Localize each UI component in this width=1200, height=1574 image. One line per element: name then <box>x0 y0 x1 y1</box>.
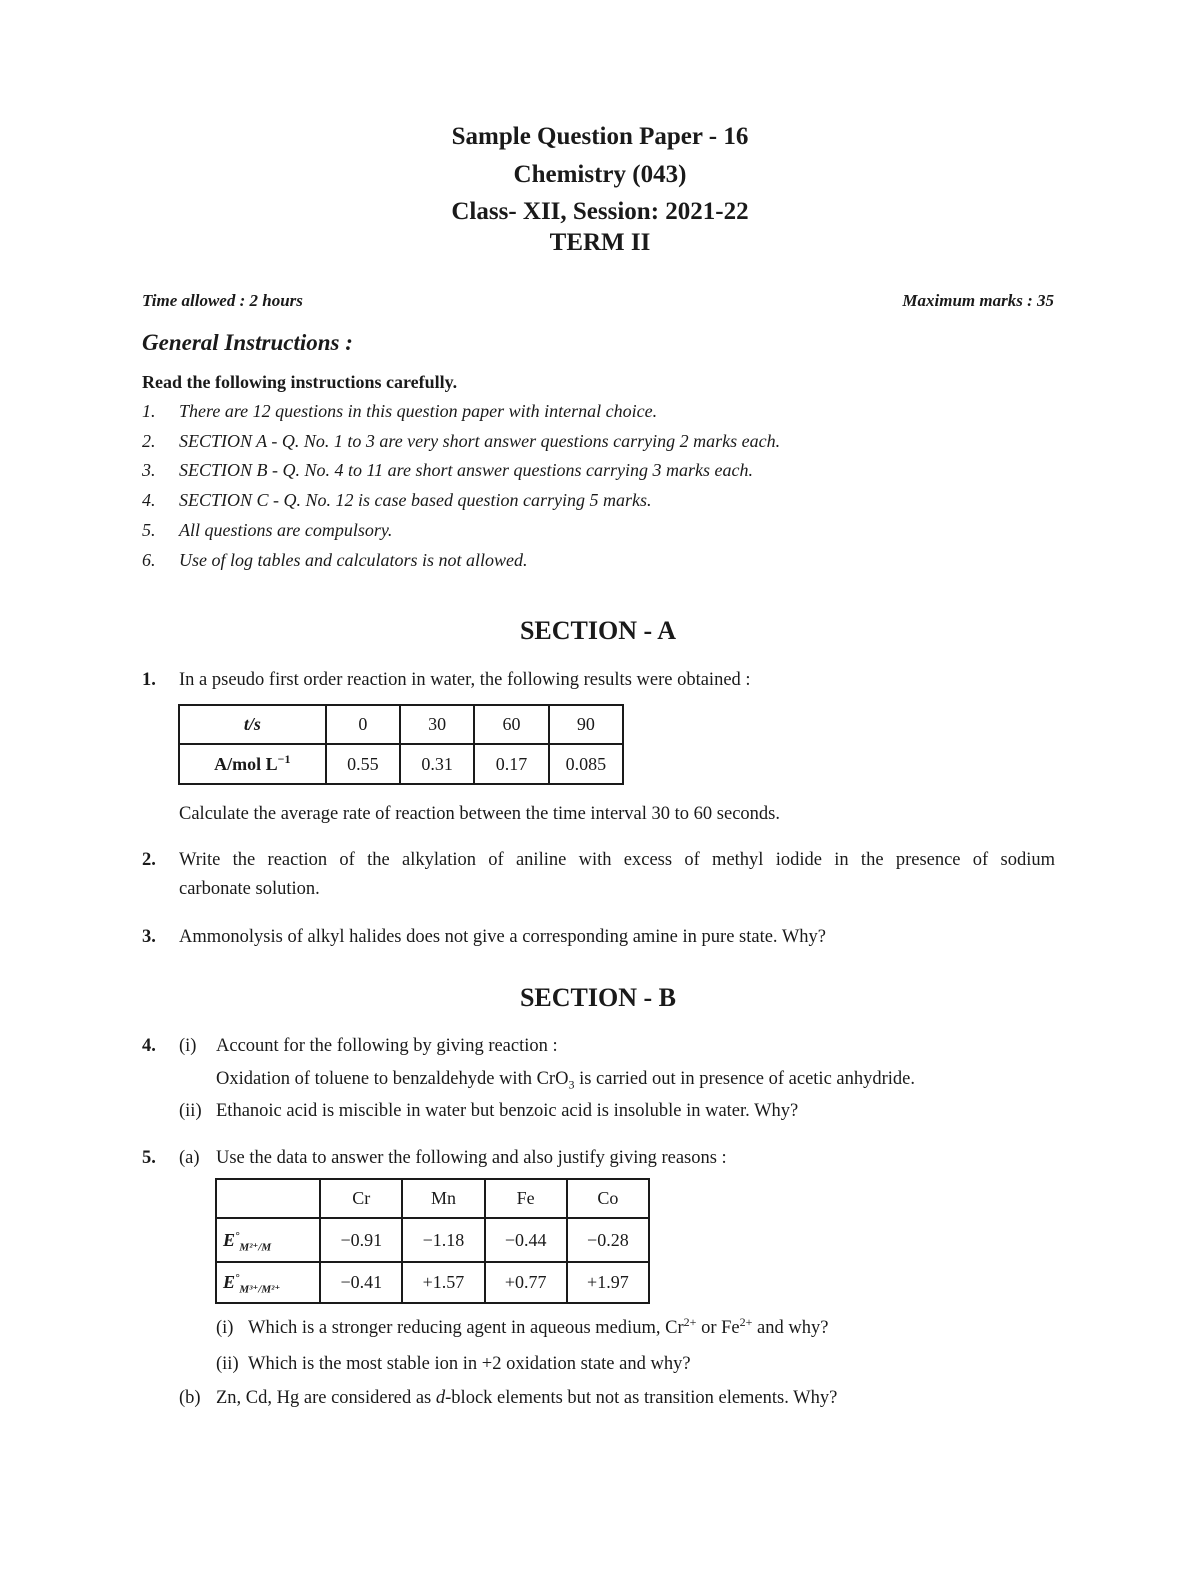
subpart-label: (i) <box>216 1318 234 1338</box>
maximum-marks: Maximum marks : 35 <box>902 291 1054 310</box>
table-row <box>216 1218 649 1262</box>
question-text: Write the reaction of the alkylation of aniline with excess of methyl iodide in the presence of sodium <box>179 850 1055 870</box>
table-cell: +1.57 <box>402 1262 484 1303</box>
table-cell: 30 <box>400 705 474 744</box>
superscript: 2+ <box>739 1314 753 1329</box>
instruction-number: 6. <box>142 550 156 570</box>
table-row <box>216 1179 649 1218</box>
superscript: 2+ <box>683 1314 697 1329</box>
table-cell: −0.44 <box>485 1218 567 1262</box>
table-cell <box>216 1179 320 1218</box>
row-label-exponent: −1 <box>277 751 291 766</box>
question-text-continued <box>216 1069 915 1090</box>
question-number: 2. <box>142 850 156 870</box>
electrode-potential-symbol <box>223 1229 272 1254</box>
table-cell <box>179 744 326 784</box>
question-text: Account for the following by giving reaction : <box>216 1036 558 1056</box>
table-cell: 0.17 <box>474 744 548 784</box>
text-part: Zn, Cd, Hg are considered as <box>216 1388 436 1408</box>
symbol-couple: M³⁺/M²⁺ <box>239 1283 281 1296</box>
text-part: and why? <box>752 1318 829 1338</box>
table-cell: Cr <box>320 1179 402 1218</box>
question-text: Use the data to answer the following and also justify giving reasons : <box>216 1148 727 1168</box>
table-cell: −1.18 <box>402 1218 484 1262</box>
time-allowed: Time allowed : 2 hours <box>142 291 303 310</box>
instruction-number: 2. <box>142 431 156 451</box>
table-cell: Co <box>567 1179 649 1218</box>
text-part: Which is a stronger reducing agent in aqueous medium, Cr <box>248 1318 684 1338</box>
table-cell <box>216 1218 320 1262</box>
subpart-label: (i) <box>179 1036 197 1056</box>
instruction-item <box>142 550 1042 574</box>
table-row <box>179 744 623 784</box>
table-cell: 0.085 <box>549 744 623 784</box>
question-text <box>216 1388 837 1409</box>
section-a-title: SECTION - A <box>519 616 677 645</box>
instructions-lead: Read the following instructions carefully. <box>142 372 458 392</box>
question-number: 1. <box>142 670 156 690</box>
instruction-item <box>142 431 1042 455</box>
table-cell: 0.55 <box>326 744 400 784</box>
instruction-text: Use of log tables and calculators is not allowed. <box>179 550 528 570</box>
table-cell: 60 <box>474 705 548 744</box>
question-text: Ethanoic acid is miscible in water but benzoic acid is insoluble in water. Why? <box>216 1101 799 1121</box>
symbol-e: E <box>223 1272 236 1292</box>
question-text-continued: carbonate solution. <box>179 879 320 899</box>
subpart-label: (ii) <box>216 1354 239 1374</box>
table-row <box>179 705 623 744</box>
question-text: Ammonolysis of alkyl halides does not give a corresponding amine in pure state. Why? <box>179 927 827 947</box>
instruction-number: 3. <box>142 460 156 480</box>
instruction-text: SECTION A - Q. No. 1 to 3 are very short answer questions carrying 2 marks each. <box>179 431 781 451</box>
question-followup: Calculate the average rate of reaction between the time interval 30 to 60 seconds. <box>179 804 780 824</box>
electrode-potential-table <box>215 1178 650 1304</box>
table-cell: −0.41 <box>320 1262 402 1303</box>
italic-text: d <box>435 1388 446 1408</box>
table-cell: +0.77 <box>485 1262 567 1303</box>
question-number: 5. <box>142 1148 156 1168</box>
rate-data-table <box>178 704 624 785</box>
table-cell: −0.28 <box>567 1218 649 1262</box>
question-number: 3. <box>142 927 156 947</box>
instruction-number: 5. <box>142 520 156 540</box>
subpart-label: (ii) <box>179 1101 202 1121</box>
text-part: Oxidation of toluene to benzaldehyde with CrO <box>216 1069 569 1089</box>
instruction-number: 4. <box>142 490 156 510</box>
symbol-degree: ° <box>235 1272 240 1284</box>
instruction-number: 1. <box>142 401 156 421</box>
table-cell: 90 <box>549 705 623 744</box>
electrode-potential-symbol <box>223 1272 281 1296</box>
instruction-item <box>142 520 1042 544</box>
table-cell: 0 <box>326 705 400 744</box>
question-text: Which is the most stable ion in +2 oxidation state and why? <box>248 1354 691 1374</box>
symbol-couple: M²⁺/M <box>239 1241 272 1254</box>
table-cell <box>216 1262 320 1303</box>
row-label: A/mol L <box>214 753 278 774</box>
class-session: Class- XII, Session: 2021-22 <box>451 198 749 225</box>
paper-title: Sample Question Paper - 16 <box>451 123 749 150</box>
section-b-title: SECTION - B <box>519 983 677 1012</box>
instruction-item <box>142 460 1042 484</box>
text-part: is carried out in presence of acetic anhydride. <box>574 1069 916 1089</box>
table-cell: +1.97 <box>567 1262 649 1303</box>
symbol-degree: ° <box>235 1229 240 1242</box>
term-label: TERM II <box>549 229 651 256</box>
instruction-text: There are 12 questions in this question paper with internal choice. <box>179 401 658 421</box>
instructions-heading: General Instructions : <box>142 330 353 355</box>
text-part: or Fe <box>696 1318 740 1338</box>
table-row <box>216 1262 649 1303</box>
instruction-text: SECTION B - Q. No. 4 to 11 are short answer questions carrying 3 marks each. <box>179 460 753 480</box>
symbol-e: E <box>223 1229 236 1250</box>
question-text: In a pseudo first order reaction in water, the following results were obtained : <box>179 670 751 690</box>
table-cell: 0.31 <box>400 744 474 784</box>
table-cell: −0.91 <box>320 1218 402 1262</box>
subpart-label: (a) <box>179 1148 200 1168</box>
question-number: 4. <box>142 1036 156 1056</box>
question-text <box>248 1314 829 1339</box>
table-cell: Fe <box>485 1179 567 1218</box>
instruction-text: All questions are compulsory. <box>179 520 393 540</box>
text-part: -block elements but not as transition elements. Why? <box>445 1388 838 1408</box>
subpart-label: (b) <box>179 1388 201 1408</box>
instruction-text: SECTION C - Q. No. 12 is case based question carrying 5 marks. <box>179 490 652 510</box>
instruction-item <box>142 490 1042 514</box>
table-cell: t/s <box>179 705 326 744</box>
subscript: 3 <box>568 1077 575 1092</box>
table-cell: Mn <box>402 1179 484 1218</box>
instruction-item <box>142 401 1042 425</box>
subject-title: Chemistry (043) <box>513 161 687 188</box>
